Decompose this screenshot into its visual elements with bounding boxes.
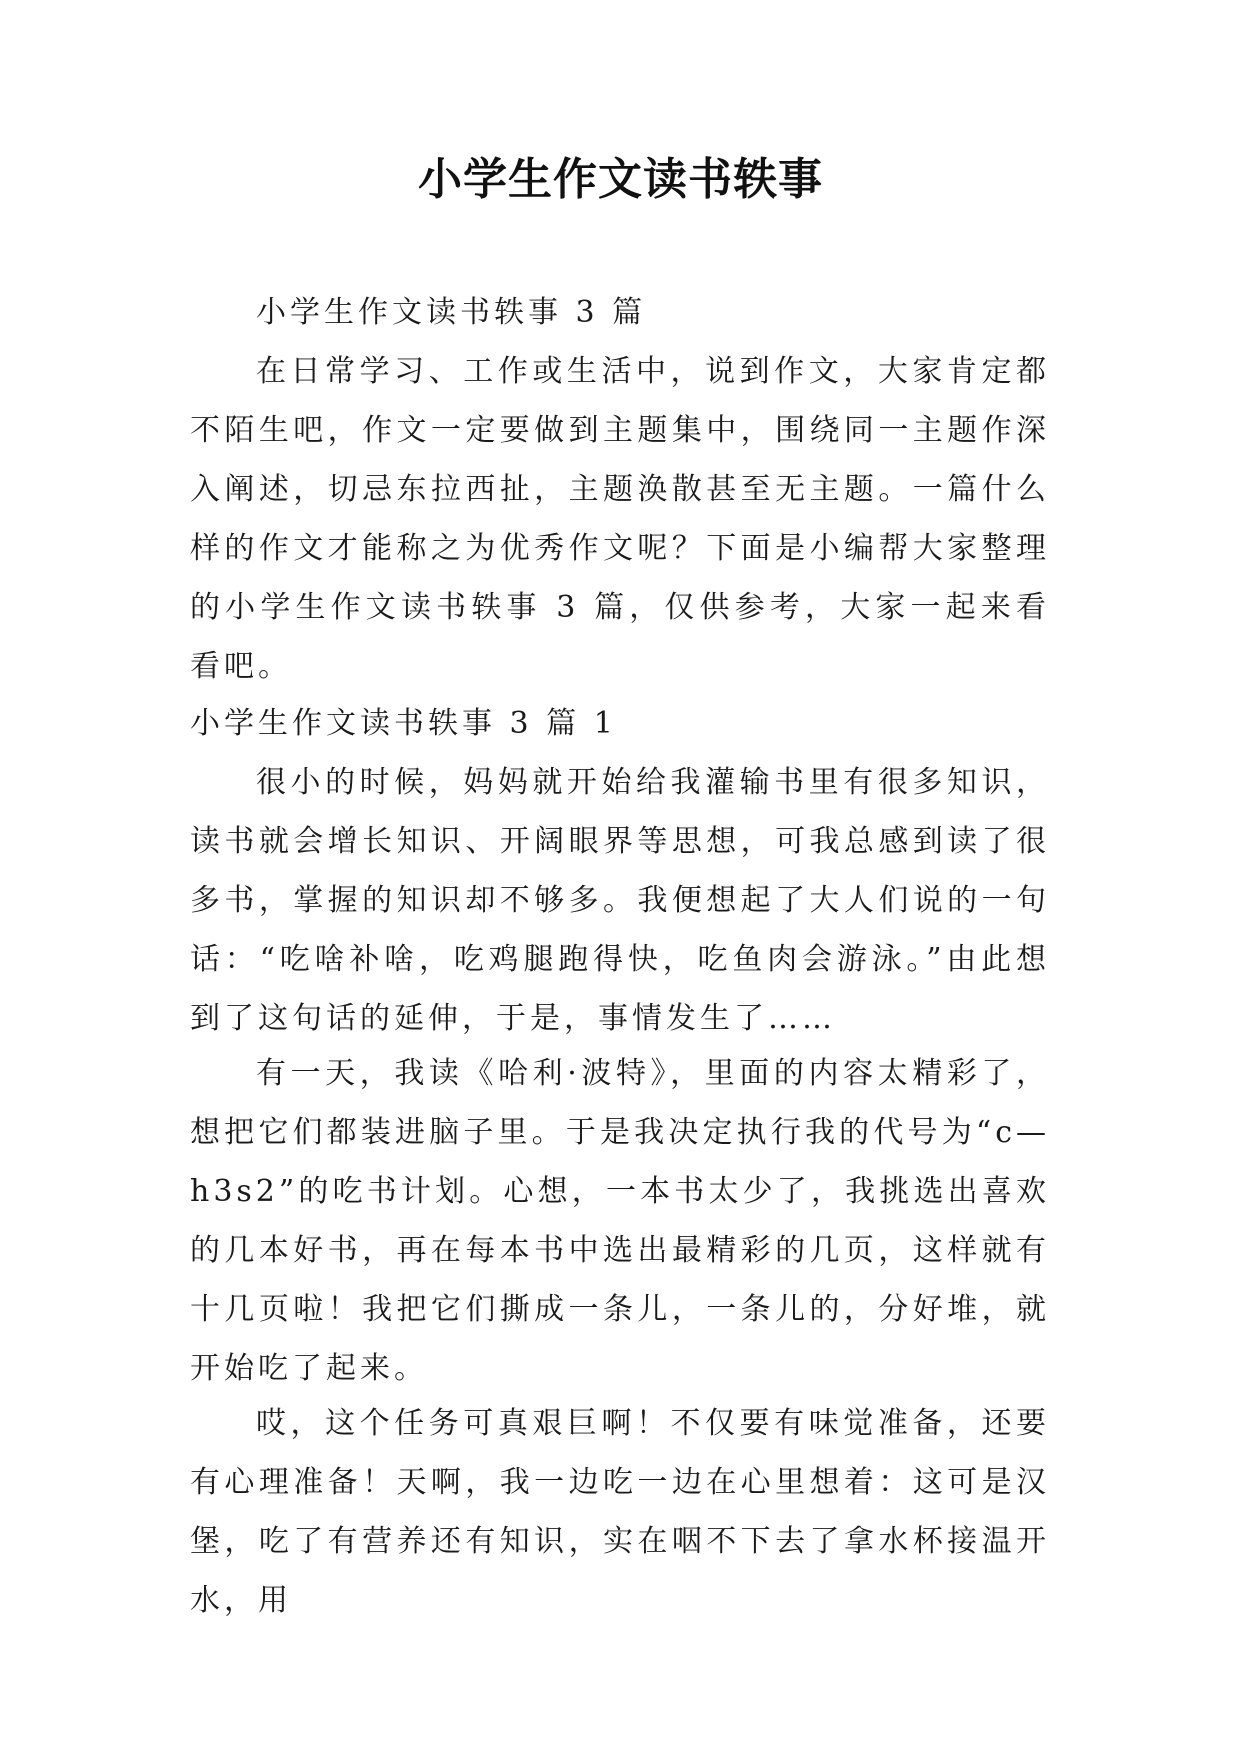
section-heading: 小学生作文读书轶事 3 篇 1 <box>190 706 617 741</box>
body-paragraph-3: 哎，这个任务可真艰巨啊！不仅要有味觉准备，还要有心理准备！天啊，我一边吃一边在心里想着：这可是汉堡，吃了有营养还有知识，实在咽不下去了拿水杯接温开水，用 <box>190 1406 1050 1618</box>
document-title: 小学生作文读书轶事 <box>418 154 823 205</box>
body-paragraph-2: 有一天，我读《哈利·波特》，里面的内容太精彩了，想把它们都装进脑子里。于是我决定执行我的代号为“c—h3s2”的吃书计划。心想，一本书太少了，我挑选出喜欢的几本好书，再在每本书中选出最精彩的几页，这样就有十几页啦！我把它们撕成一条儿，一条儿的，分好堆，就开始吃了起来。 <box>190 1056 1050 1386</box>
intro-paragraph: 在日常学习、工作或生活中，说到作文，大家肯定都不陌生吧，作文一定要做到主题集中，围绕同一主题作深入阐述，切忌东拉西扯，主题涣散甚至无主题。一篇什么样的作文才能称之为优秀作文呢？下面是小编帮大家整理的小学生作文读书轶事 3 篇，仅供参考，大家一起来看看吧。 <box>190 354 1050 684</box>
body-paragraph-1: 很小的时候，妈妈就开始给我灌输书里有很多知识，读书就会增长知识、开阔眼界等思想，可我总感到读了很多书，掌握的知识却不够多。我便想起了大人们说的一句话：“吃啥补啥，吃鸡腿跑得快，吃鱼肉会游泳。”由此想到了这句话的延伸，于是，事情发生了…… <box>190 765 1050 1036</box>
document-subtitle: 小学生作文读书轶事 3 篇 <box>256 295 647 330</box>
